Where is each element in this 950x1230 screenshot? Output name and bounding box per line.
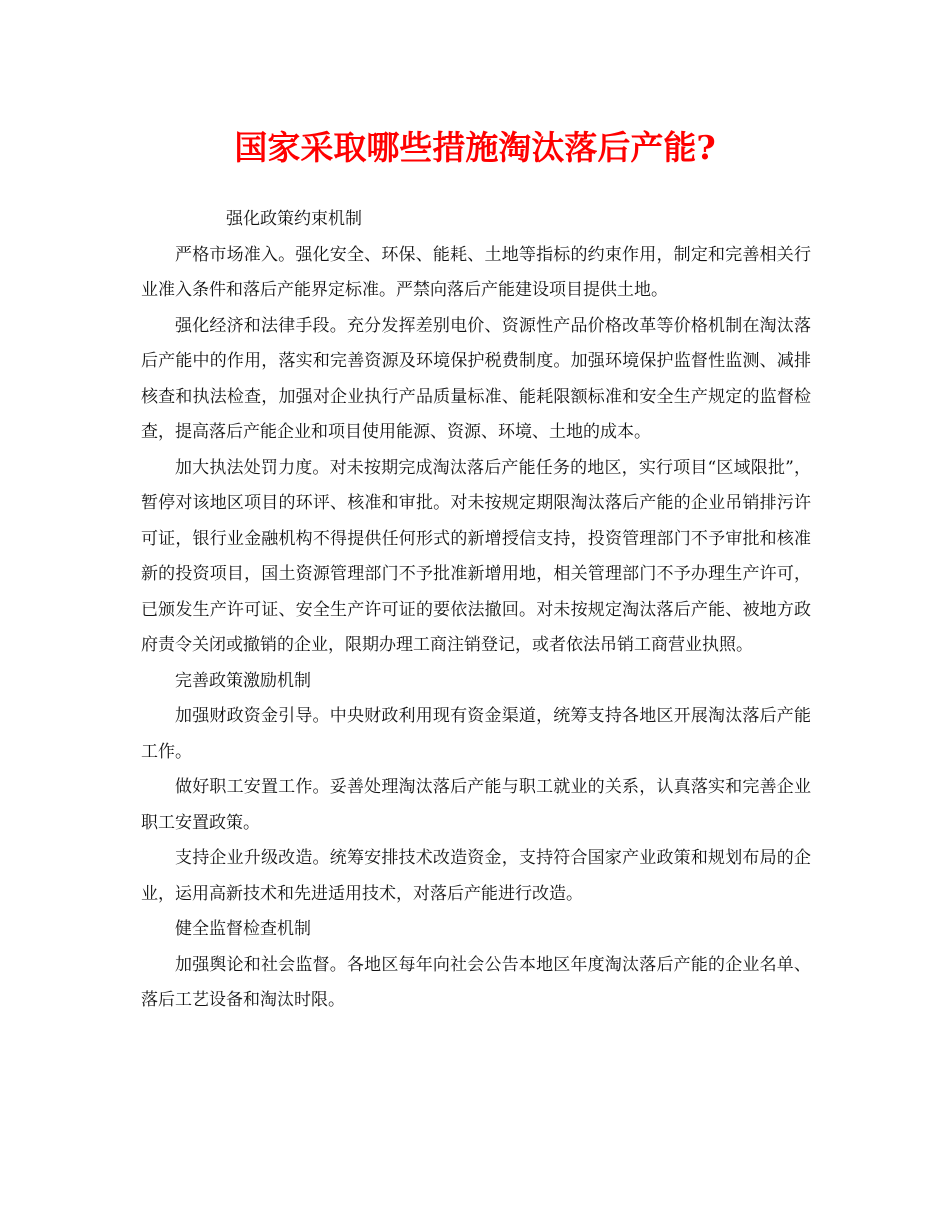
paragraph-fiscal-guidance: 加强财政资金引导。中央财政利用现有资金渠道，统筹支持各地区开展淘汰落后产能工作。 [141, 706, 811, 762]
section-heading-supervision: 健全监督检查机制 [175, 919, 311, 939]
paragraph-enterprise-upgrade: 支持企业升级改造。统筹安排技术改造资金，支持符合国家产业政策和规划布局的企业，运用高新技术和先进适用技术，对落后产能进行改造。 [141, 848, 811, 904]
document-title: 国家采取哪些措施淘汰落后产能? [234, 128, 716, 167]
paragraph-economic-legal-means: 强化经济和法律手段。充分发挥差别电价、资源性产品价格改革等价格机制在淘汰落后产能中的作用，落实和完善资源及环境保护税费制度。加强环境保护监督性监测、减排核查和执法检查，加强对企业执行产品质量标准、能耗限额标准和安全生产规定的监督检查，提高落后产能企业和项目使用能源、资源、环境、土地的成本。 [141, 315, 811, 442]
paragraph-enforcement-penalties: 加大执法处罚力度。对未按期完成淘汰落后产能任务的地区，实行项目“区域限批”，暂停对该地区项目的环评、核准和审批。对未按规定期限淘汰落后产能的企业吊销排污许可证，银行业金融机构不得提供任何形式的新增授信支持，投资管理部门不予审批和核准新的投资项目，国土资源管理部门不予批准新增用地，相关管理部门不予办理生产许可，已颁发生产许可证、安全生产许可证的要依法撤回。对未按规定淘汰落后产能、被地方政府责令关闭或撤销的企业，限期办理工商注销登记，或者依法吊销工商营业执照。 [141, 457, 811, 655]
paragraph-public-supervision: 加强舆论和社会监督。各地区每年向社会公告本地区年度淘汰落后产能的企业名单、落后工艺设备和淘汰时限。 [141, 954, 811, 1010]
paragraph-market-access: 严格市场准入。强化安全、环保、能耗、土地等指标的约束作用，制定和完善相关行业准入条件和落后产能界定标准。严禁向落后产能建设项目提供土地。 [141, 244, 811, 300]
paragraph-worker-resettlement: 做好职工安置工作。妥善处理淘汰落后产能与职工就业的关系，认真落实和完善企业职工安置政策。 [141, 777, 811, 833]
section-heading-policy-constraint: 强化政策约束机制 [226, 209, 362, 229]
section-heading-policy-incentive: 完善政策激励机制 [175, 670, 311, 691]
document-body [141, 202, 811, 1019]
